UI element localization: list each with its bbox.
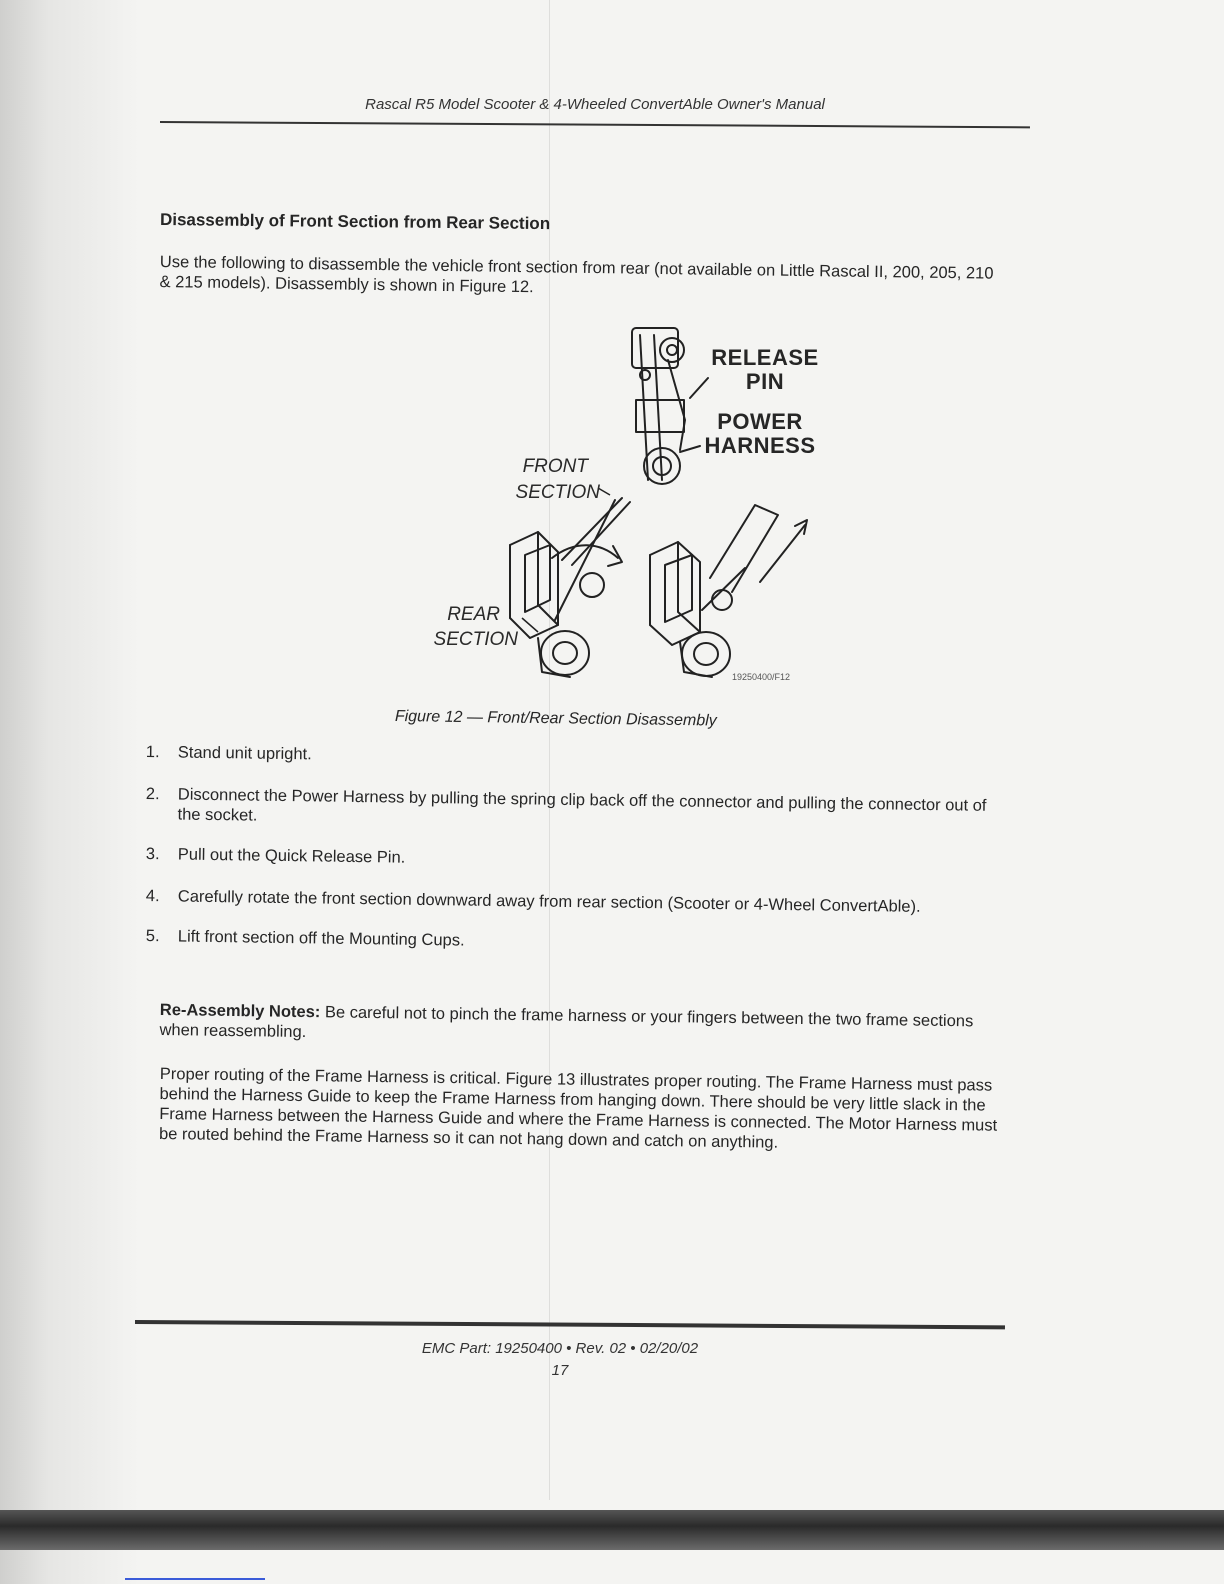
steps-list — [142, 742, 1002, 950]
scan-bottom-band — [0, 1510, 1224, 1550]
step-number: 4. — [145, 887, 160, 906]
routing-paragraph: Proper routing of the Frame Harness is critical. Figure 13 illustrates proper routing. The Frame Harness must pass behind the Harness Guide to keep the Frame Harness from hanging down. There should be very little slack in the Frame Harness between the Harness Guide and where the Frame Harness is connected. The Motor Harness must be routed behind the Frame Harness so it can not hang down and catch on anything. — [158, 1064, 998, 1152]
label-leader-lines — [522, 488, 610, 632]
step-text: Lift front section off the Mounting Cups. — [177, 927, 465, 950]
reassembly-note-label: Re-Assembly Notes: — [159, 1000, 321, 1022]
footer-part-number: EMC Part: 19250400 • Rev. 02 • 02/20/02 — [421, 1340, 699, 1357]
scan-shadow — [0, 0, 140, 1584]
footer-rule — [135, 1320, 1005, 1329]
rear-section-left — [510, 498, 630, 677]
header-rule — [160, 121, 1030, 128]
rear-section-right — [650, 505, 778, 677]
reassembly-note — [159, 1000, 1004, 1052]
running-header: Rascal R5 Model Scooter & 4-Wheeled ConvertAble Owner's Manual — [365, 96, 825, 113]
step-number: 1. — [145, 743, 160, 762]
rear-label-line2: SECTION — [433, 629, 518, 650]
reassembly-note-text: Be careful not to pinch the frame harness or your fingers between the two frame sections when reassembling. — [159, 1003, 974, 1042]
step-text: Carefully rotate the front section downward away from rear section (Scooter or 4-Wheel ConvertAble). — [177, 887, 921, 916]
intro-paragraph: Use the following to disassemble the vehicle front section from rear (not available on Little Rascal II, 200, 205, 210 & 215 models). Disassembly is shown in Figure 12. — [159, 252, 994, 297]
section-heading: Disassembly of Front Section from Rear Section — [159, 210, 551, 234]
front-label-line1: FRONT — [522, 456, 588, 477]
step-number: 3. — [145, 845, 160, 864]
release-pin-label: RELEASE PIN — [711, 345, 819, 394]
step-item — [142, 742, 1002, 774]
rear-label-line1: REAR — [447, 604, 500, 625]
step-number: 5. — [145, 927, 160, 946]
step-item — [142, 886, 1002, 918]
step-item — [141, 784, 1001, 836]
step-text: Pull out the Quick Release Pin. — [177, 845, 406, 867]
figure-12 — [410, 320, 830, 690]
step-text: Disconnect the Power Harness by pulling the spring clip back off the connector and pulling the connector out of the socket. — [177, 785, 987, 825]
figure-code: 19250400/F12 — [732, 672, 791, 682]
step-number: 2. — [145, 785, 160, 804]
step-text: Stand unit upright. — [177, 743, 312, 764]
release-pin-detail — [632, 328, 708, 484]
power-harness-label: POWER HARNESS — [704, 409, 816, 458]
scan-blue-line — [125, 1578, 265, 1580]
page-number: 17 — [551, 1362, 569, 1379]
step-item — [142, 844, 1002, 876]
front-label-line2: SECTION — [515, 482, 600, 503]
step-item — [142, 926, 1002, 958]
lift-arrow-head — [795, 520, 807, 534]
figure-caption: Figure 12 — Front/Rear Section Disassembly — [394, 708, 717, 730]
